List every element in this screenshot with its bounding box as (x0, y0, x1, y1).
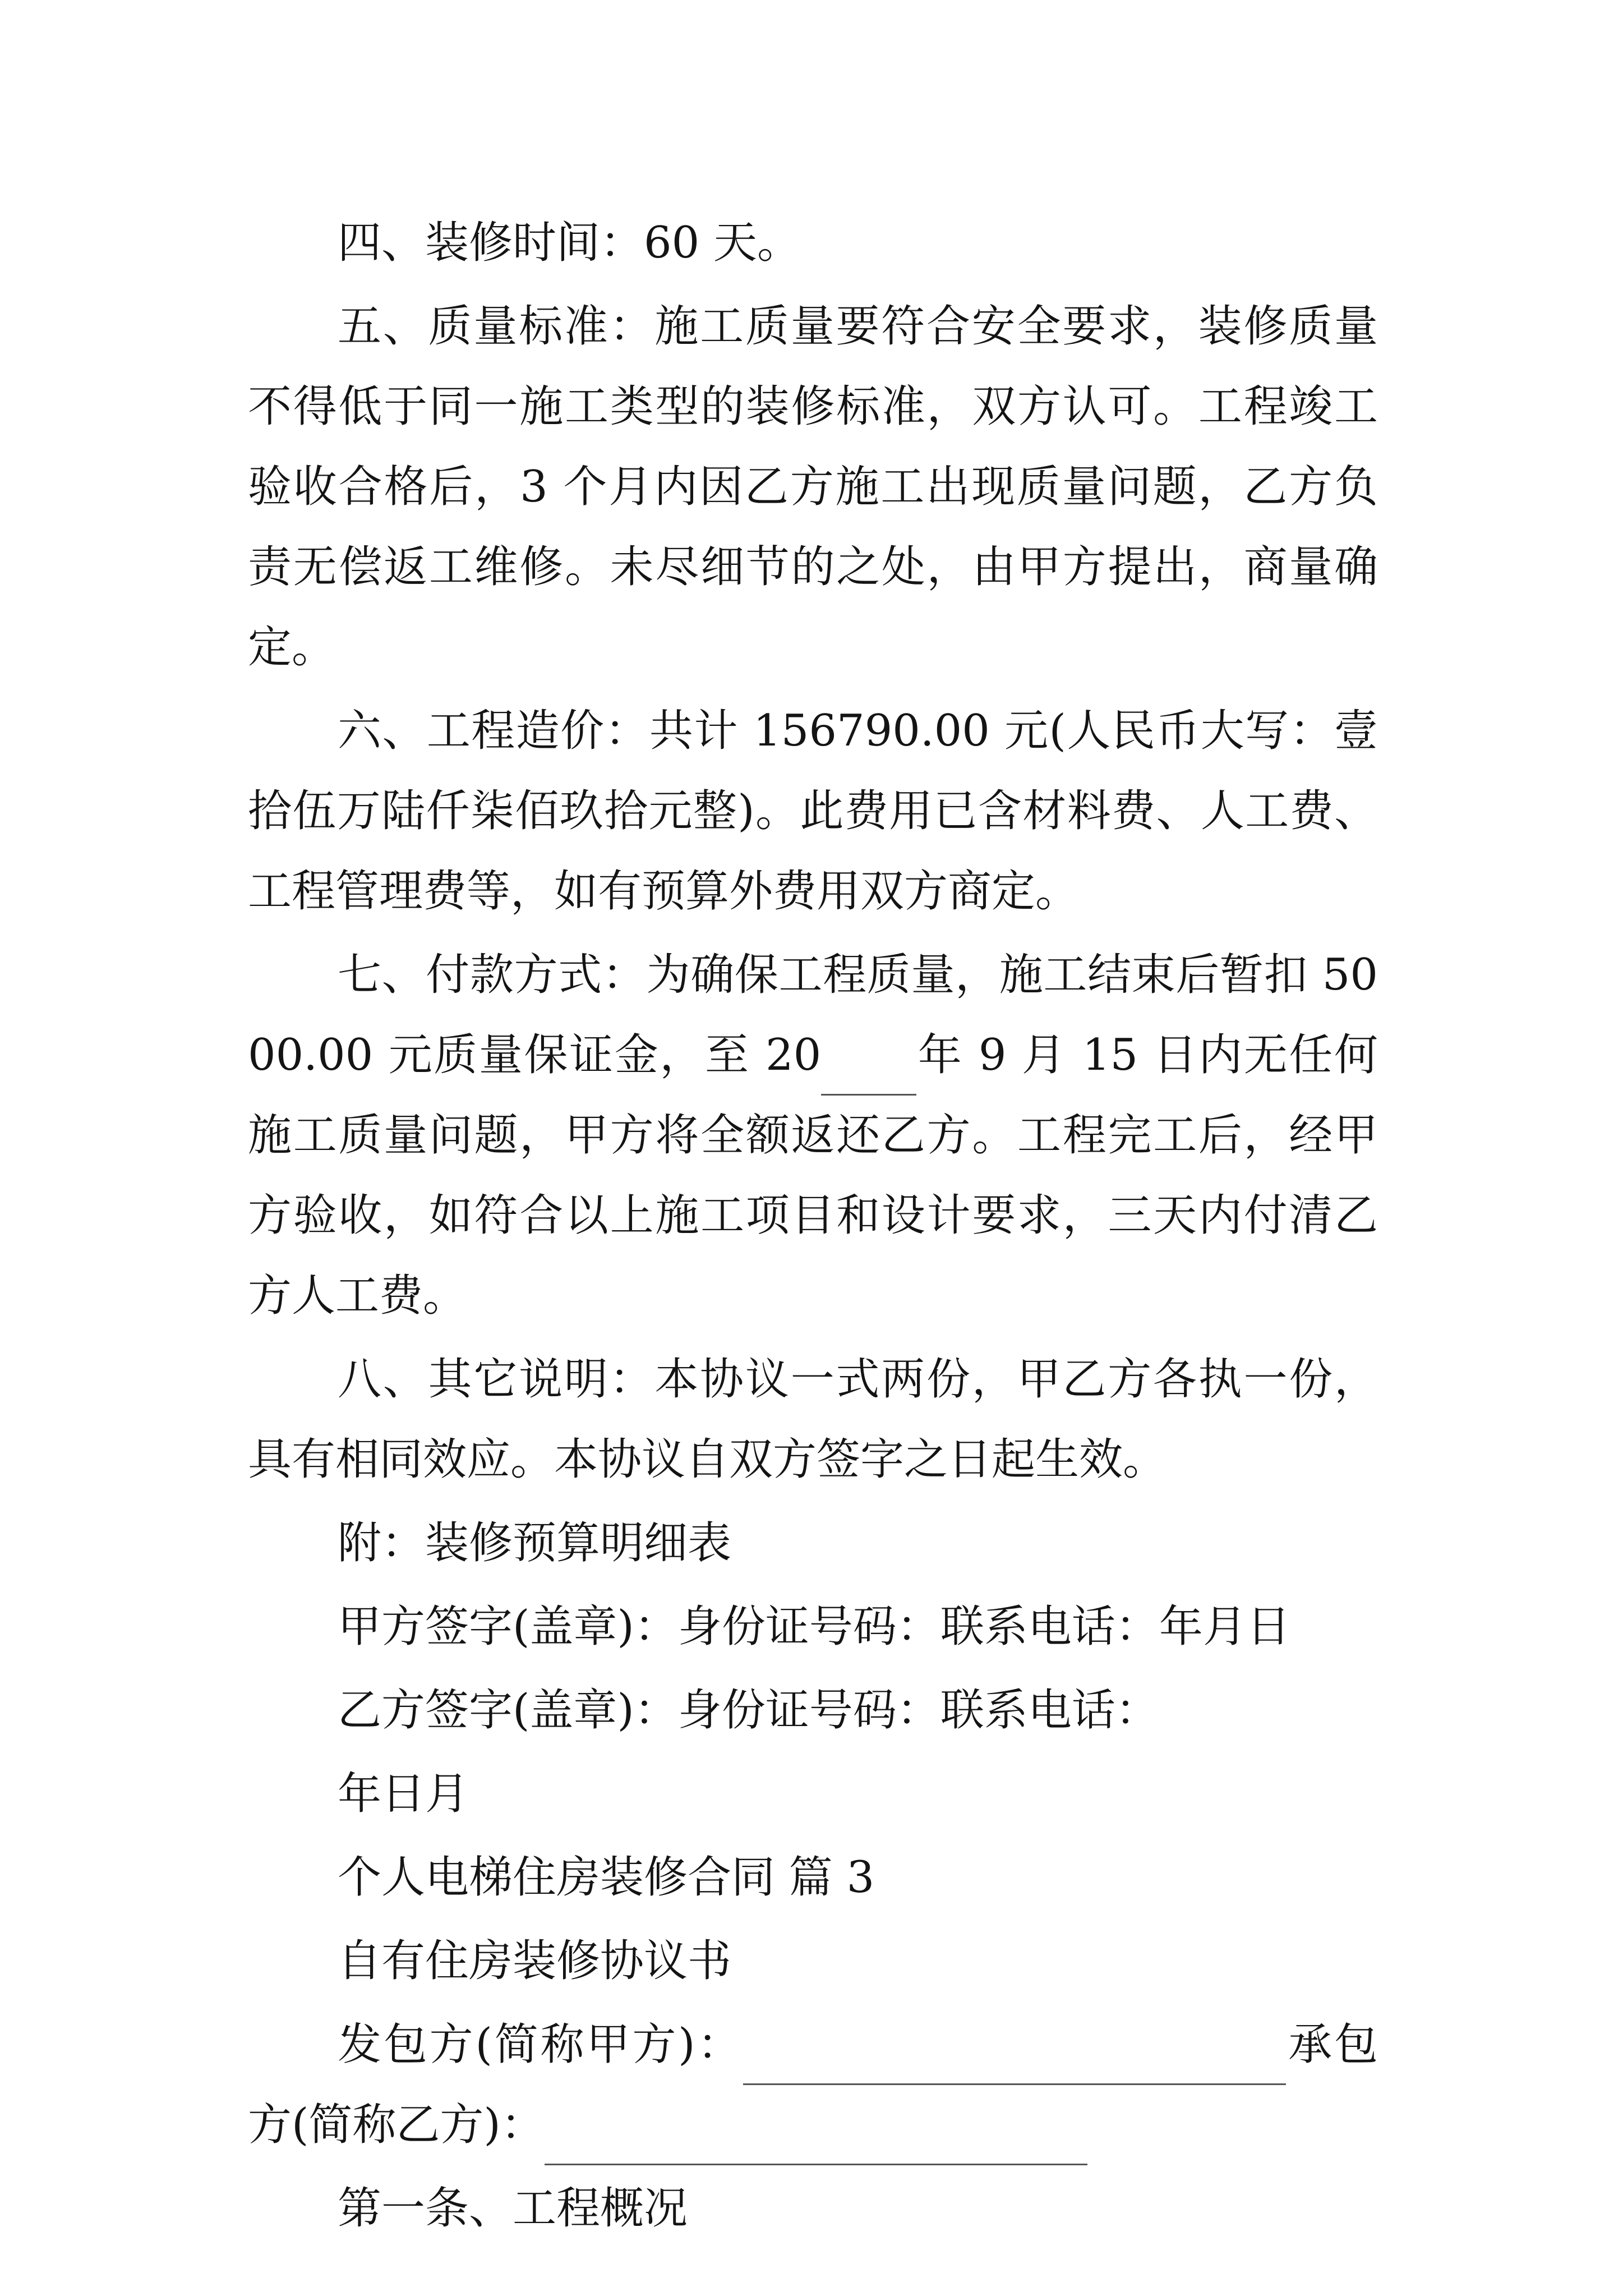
section-title: 个人电梯住房装修合同 篇 3 (338, 1852, 875, 1903)
contractor-blank (545, 2122, 1087, 2165)
document-title: 自有住房装修协议书 (338, 1936, 732, 1986)
paragraph-quality-standard: 五、质量标准：施工质量要符合安全要求，装修质量不得低于同一施工类型的装修标准，双方认可。工程竣工验收合格后，3 个月内因乙方施工出现质量问题，乙方负责无偿返工维修。未尽细节的之处，由甲方提出，商量确定。 (248, 301, 1378, 673)
year-blank (821, 1052, 916, 1096)
paragraph-project-cost: 六、工程造价：共计 156790.00 元(人民币大写：壹拾伍万陆仟柒佰玖拾元整)。此费用已含材料费、人工费、工程管理费等，如有预算外费用双方商定。 (248, 706, 1378, 917)
party-a-signature-line: 甲方签字(盖章)：身份证号码：联系电话：年月日 (338, 1602, 1290, 1652)
article-1-heading: 第一条、工程概况 (338, 2183, 688, 2234)
payment-text-part2: 年 9 月 15 日内无任何施工质量问题，甲方将全额返还乙方。工程完工后，经甲方验收，如符合以上施工项目和设计要求，三天内付清乙方人工费。 (248, 1030, 1378, 1321)
attachment-line: 附：装修预算明细表 (338, 1518, 732, 1568)
employer-label: 发包方(简称甲方)： (338, 2019, 744, 2070)
payment-text-part1: 七、付款方式：为确保工程质量，施工结束后暂扣 5000.00 元质量保证金，至 20 (248, 950, 1378, 1080)
paragraph-decoration-time: 四、装修时间：60 天。 (338, 218, 801, 268)
employer-blank (743, 2042, 1286, 2085)
date-line: 年日月 (338, 1769, 469, 1819)
document-body (248, 203, 1378, 2252)
contractor-label: 承包方(简称乙方)： (248, 2019, 1378, 2150)
paragraph-other-notes: 八、其它说明：本协议一式两份，甲乙方各执一份，具有相同效应。本协议自双方签字之日起生效。 (248, 1354, 1378, 1485)
party-b-signature-line: 乙方签字(盖章)：身份证号码：联系电话： (338, 1685, 1159, 1736)
parties-line (248, 2005, 1378, 2165)
paragraph-payment-method (248, 935, 1378, 1336)
